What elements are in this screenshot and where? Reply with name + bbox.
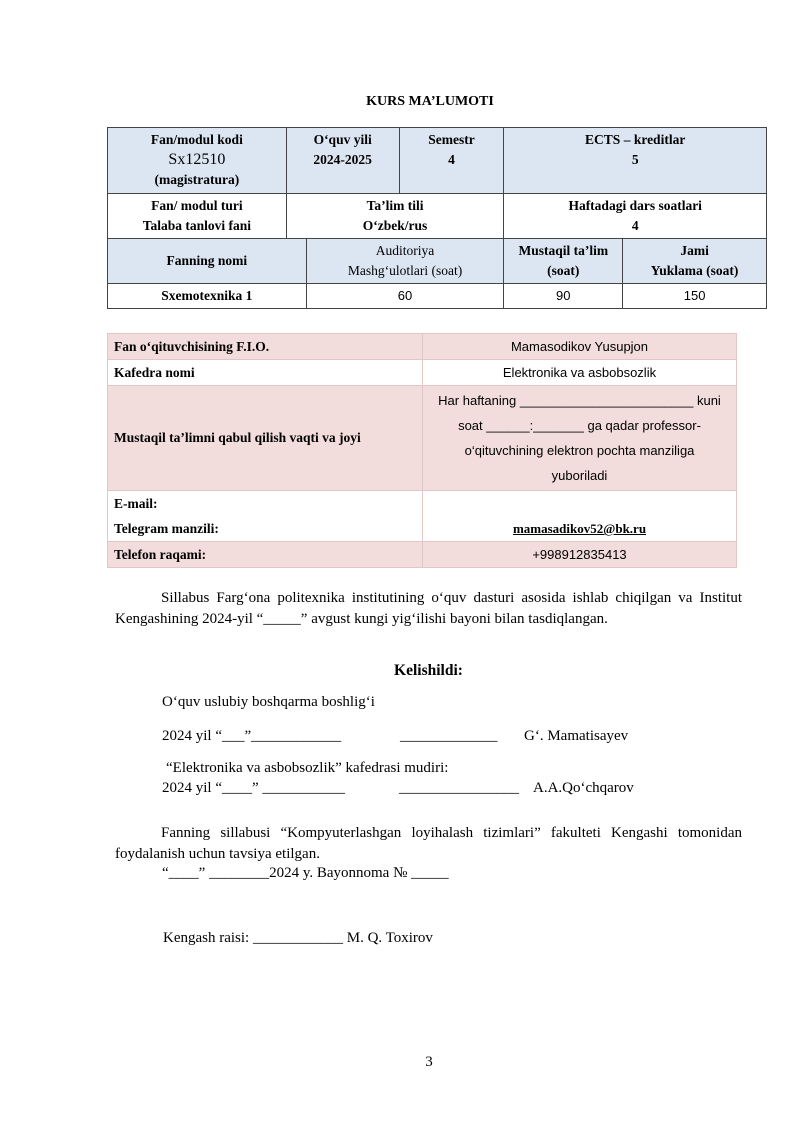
course-code-label: Fan/modul kodi [150, 132, 243, 147]
course-name-value: Sxemotexnika 1 [108, 284, 307, 309]
approval-line-2-name: A.A.Qo‘chqarov [533, 780, 634, 796]
table-row [108, 360, 737, 386]
protocol-line: “____” ________2024 y. Bayonnoma № _____ [162, 865, 449, 881]
self-study-time-line-4: yuboriladi [551, 468, 608, 483]
approval-line-1-name: G‘. Mamatisayev [524, 728, 629, 744]
agreed-heading: Kelishildi: [394, 662, 463, 679]
table-row [108, 542, 737, 568]
department-value: Elektronika va asbobsozlik [423, 360, 737, 386]
weekly-hours-label: Haftadagi dars soatlari [568, 198, 702, 213]
faculty-paragraph: Fanning sillabusi “Kompyuterlashgan loyihalash tizimlari” fakulteti Kengashi tomonidan foydalanish uchun tavsiya etilgan. [115, 825, 742, 862]
table-row [108, 128, 767, 194]
course-info-table [107, 127, 767, 309]
phone-value: +998912835413 [423, 542, 737, 568]
email-label: E-mail: [114, 496, 158, 511]
total-hours-value: 150 [623, 284, 767, 309]
approval-line-1-signature: _____________ [400, 728, 498, 744]
table-row [108, 491, 737, 542]
auditory-label-1: Auditoriya [375, 243, 435, 258]
ects-value: 5 [631, 152, 639, 167]
course-code-value: Sx12510 [168, 151, 226, 168]
telegram-label: Telegram manzili: [114, 521, 219, 536]
module-type-label: Fan/ modul turi [151, 198, 243, 213]
weekly-hours-value: 4 [631, 218, 639, 233]
council-chair-line: Kengash raisi: ____________ M. Q. Toxirov [163, 930, 433, 946]
table-row [108, 284, 767, 309]
table-row [108, 239, 767, 284]
auditory-label-2: Mashg‘ulotlari (soat) [347, 263, 463, 278]
approval-line-2-date: 2024 yil “____” ___________ [162, 780, 345, 796]
self-study-time-line-2: soat ______:_______ ga qadar professor- [458, 418, 701, 433]
semester-value: 4 [448, 152, 455, 167]
teacher-info-table [107, 333, 737, 568]
auditory-hours-value: 60 [306, 284, 504, 309]
self-study-label-2: (soat) [547, 263, 580, 278]
module-type-value: Talaba tanlovi fani [142, 218, 252, 233]
semester-label: Semestr [428, 132, 475, 147]
teacher-name-label: Fan o‘qituvchisining F.I.O. [108, 334, 423, 360]
table-row [108, 386, 737, 491]
total-label-2: Yuklama (soat) [650, 263, 739, 278]
self-study-label-1: Mustaqil ta’lim [518, 243, 609, 258]
page-title: KURS MA’LUMOTI [366, 94, 494, 109]
self-study-hours-value: 90 [504, 284, 623, 309]
department-label: Kafedra nomi [108, 360, 423, 386]
page-number: 3 [425, 1054, 433, 1070]
approval-line-2-signature: ________________ [399, 780, 519, 796]
table-row [108, 194, 767, 239]
self-study-time-label: Mustaqil ta’limni qabul qilish vaqti va joyi [108, 386, 423, 491]
teacher-name-value: Mamasodikov Yusupjon [423, 334, 737, 360]
year-label: O‘quv yili [313, 132, 372, 147]
ects-label: ECTS – kreditlar [585, 132, 686, 147]
course-name-label: Fanning nomi [166, 253, 248, 268]
course-code-note: (magistratura) [154, 172, 240, 187]
head-office-title: O‘quv uslubiy boshqarma boshlig‘i [162, 694, 375, 710]
language-value: O‘zbek/rus [362, 218, 428, 233]
phone-label: Telefon raqami: [108, 542, 423, 568]
department-head-title: “Elektronika va asbobsozlik” kafedrasi mudiri: [166, 760, 449, 776]
table-row [108, 334, 737, 360]
self-study-time-line-1: Har haftaning ________________________ kuni [438, 393, 721, 408]
total-label-1: Jami [680, 243, 709, 258]
self-study-time-line-3: o‘qituvchining elektron pochta manziliga [464, 443, 695, 458]
syllabus-paragraph: Sillabus Farg‘ona politexnika institutining o‘quv dasturi asosida ishlab chiqilgan va Institut Kengashining 2024-yil “_____” avgust kungi yig‘ilishi bayoni bilan tasdiqlangan. [115, 590, 742, 627]
language-label: Ta’lim tili [366, 198, 424, 213]
year-value: 2024-2025 [313, 152, 372, 167]
email-link[interactable]: mamasadikov52@bk.ru [512, 521, 647, 536]
approval-line-1-date: 2024 yil “___”____________ [162, 728, 342, 744]
